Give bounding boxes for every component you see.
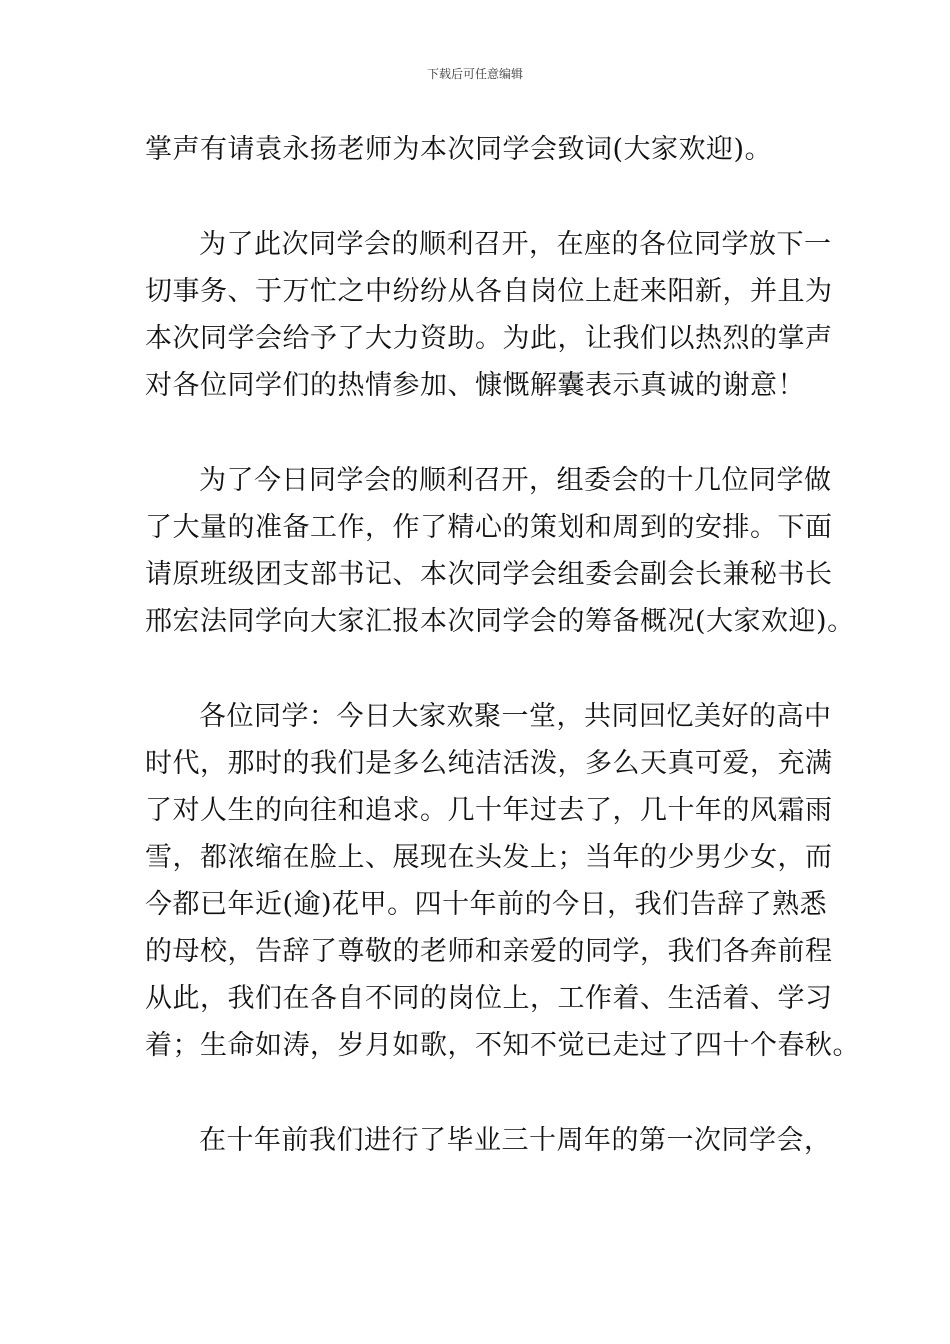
text-line: 邢宏法同学向大家汇报本次同学会的筹备概况(大家欢迎)。 [145, 606, 855, 637]
paragraph-1 [145, 126, 815, 173]
text-line: 了对人生的向往和追求。几十年过去了，几十年的风霜雨 [145, 795, 833, 826]
paragraph-3 [145, 457, 855, 645]
paragraph-4 [145, 693, 860, 1069]
text-line: 切事务、于万忙之中纷纷从各自岗位上赶来阳新，并且为 [145, 276, 833, 307]
document-body [145, 126, 860, 1164]
text-line: 各位同学：今日大家欢聚一堂，共同回忆美好的高中 [199, 701, 832, 732]
text-line: 今都已年近(逾)花甲。四十年前的今日，我们告辞了熟悉 [145, 889, 828, 920]
text-line: 掌声有请袁永扬老师为本次同学会致词(大家欢迎)。 [145, 134, 773, 165]
paragraph-5 [145, 1117, 832, 1164]
text-line: 为了此次同学会的顺利召开，在座的各位同学放下一 [199, 229, 832, 260]
text-line: 请原班级团支部书记、本次同学会组委会副会长兼秘书长 [145, 559, 833, 590]
text-line: 对各位同学们的热情参加、慷慨解囊表示真诚的谢意！ [145, 370, 805, 401]
page-header: 下载后可任意编辑 [426, 67, 523, 81]
text-line: 从此，我们在各自不同的岗位上，工作着、生活着、学习 [145, 983, 833, 1014]
paragraph-2 [145, 221, 833, 409]
text-line: 本次同学会给予了大力资助。为此，让我们以热烈的掌声 [145, 323, 833, 354]
text-line: 为了今日同学会的顺利召开，组委会的十几位同学做 [199, 465, 832, 496]
text-line: 在十年前我们进行了毕业三十周年的第一次同学会， [199, 1125, 832, 1156]
text-line: 了大量的准备工作，作了精心的策划和周到的安排。下面 [145, 512, 833, 543]
text-line: 雪，都浓缩在脸上、展现在头发上；当年的少男少女，而 [145, 842, 833, 873]
text-line: 着；生命如涛，岁月如歌，不知不觉已走过了四十个春秋。 [145, 1030, 860, 1061]
text-line: 时代，那时的我们是多么纯洁活泼，多么天真可爱，充满 [145, 748, 833, 779]
text-line: 的母校，告辞了尊敬的老师和亲爱的同学，我们各奔前程 [145, 936, 833, 967]
